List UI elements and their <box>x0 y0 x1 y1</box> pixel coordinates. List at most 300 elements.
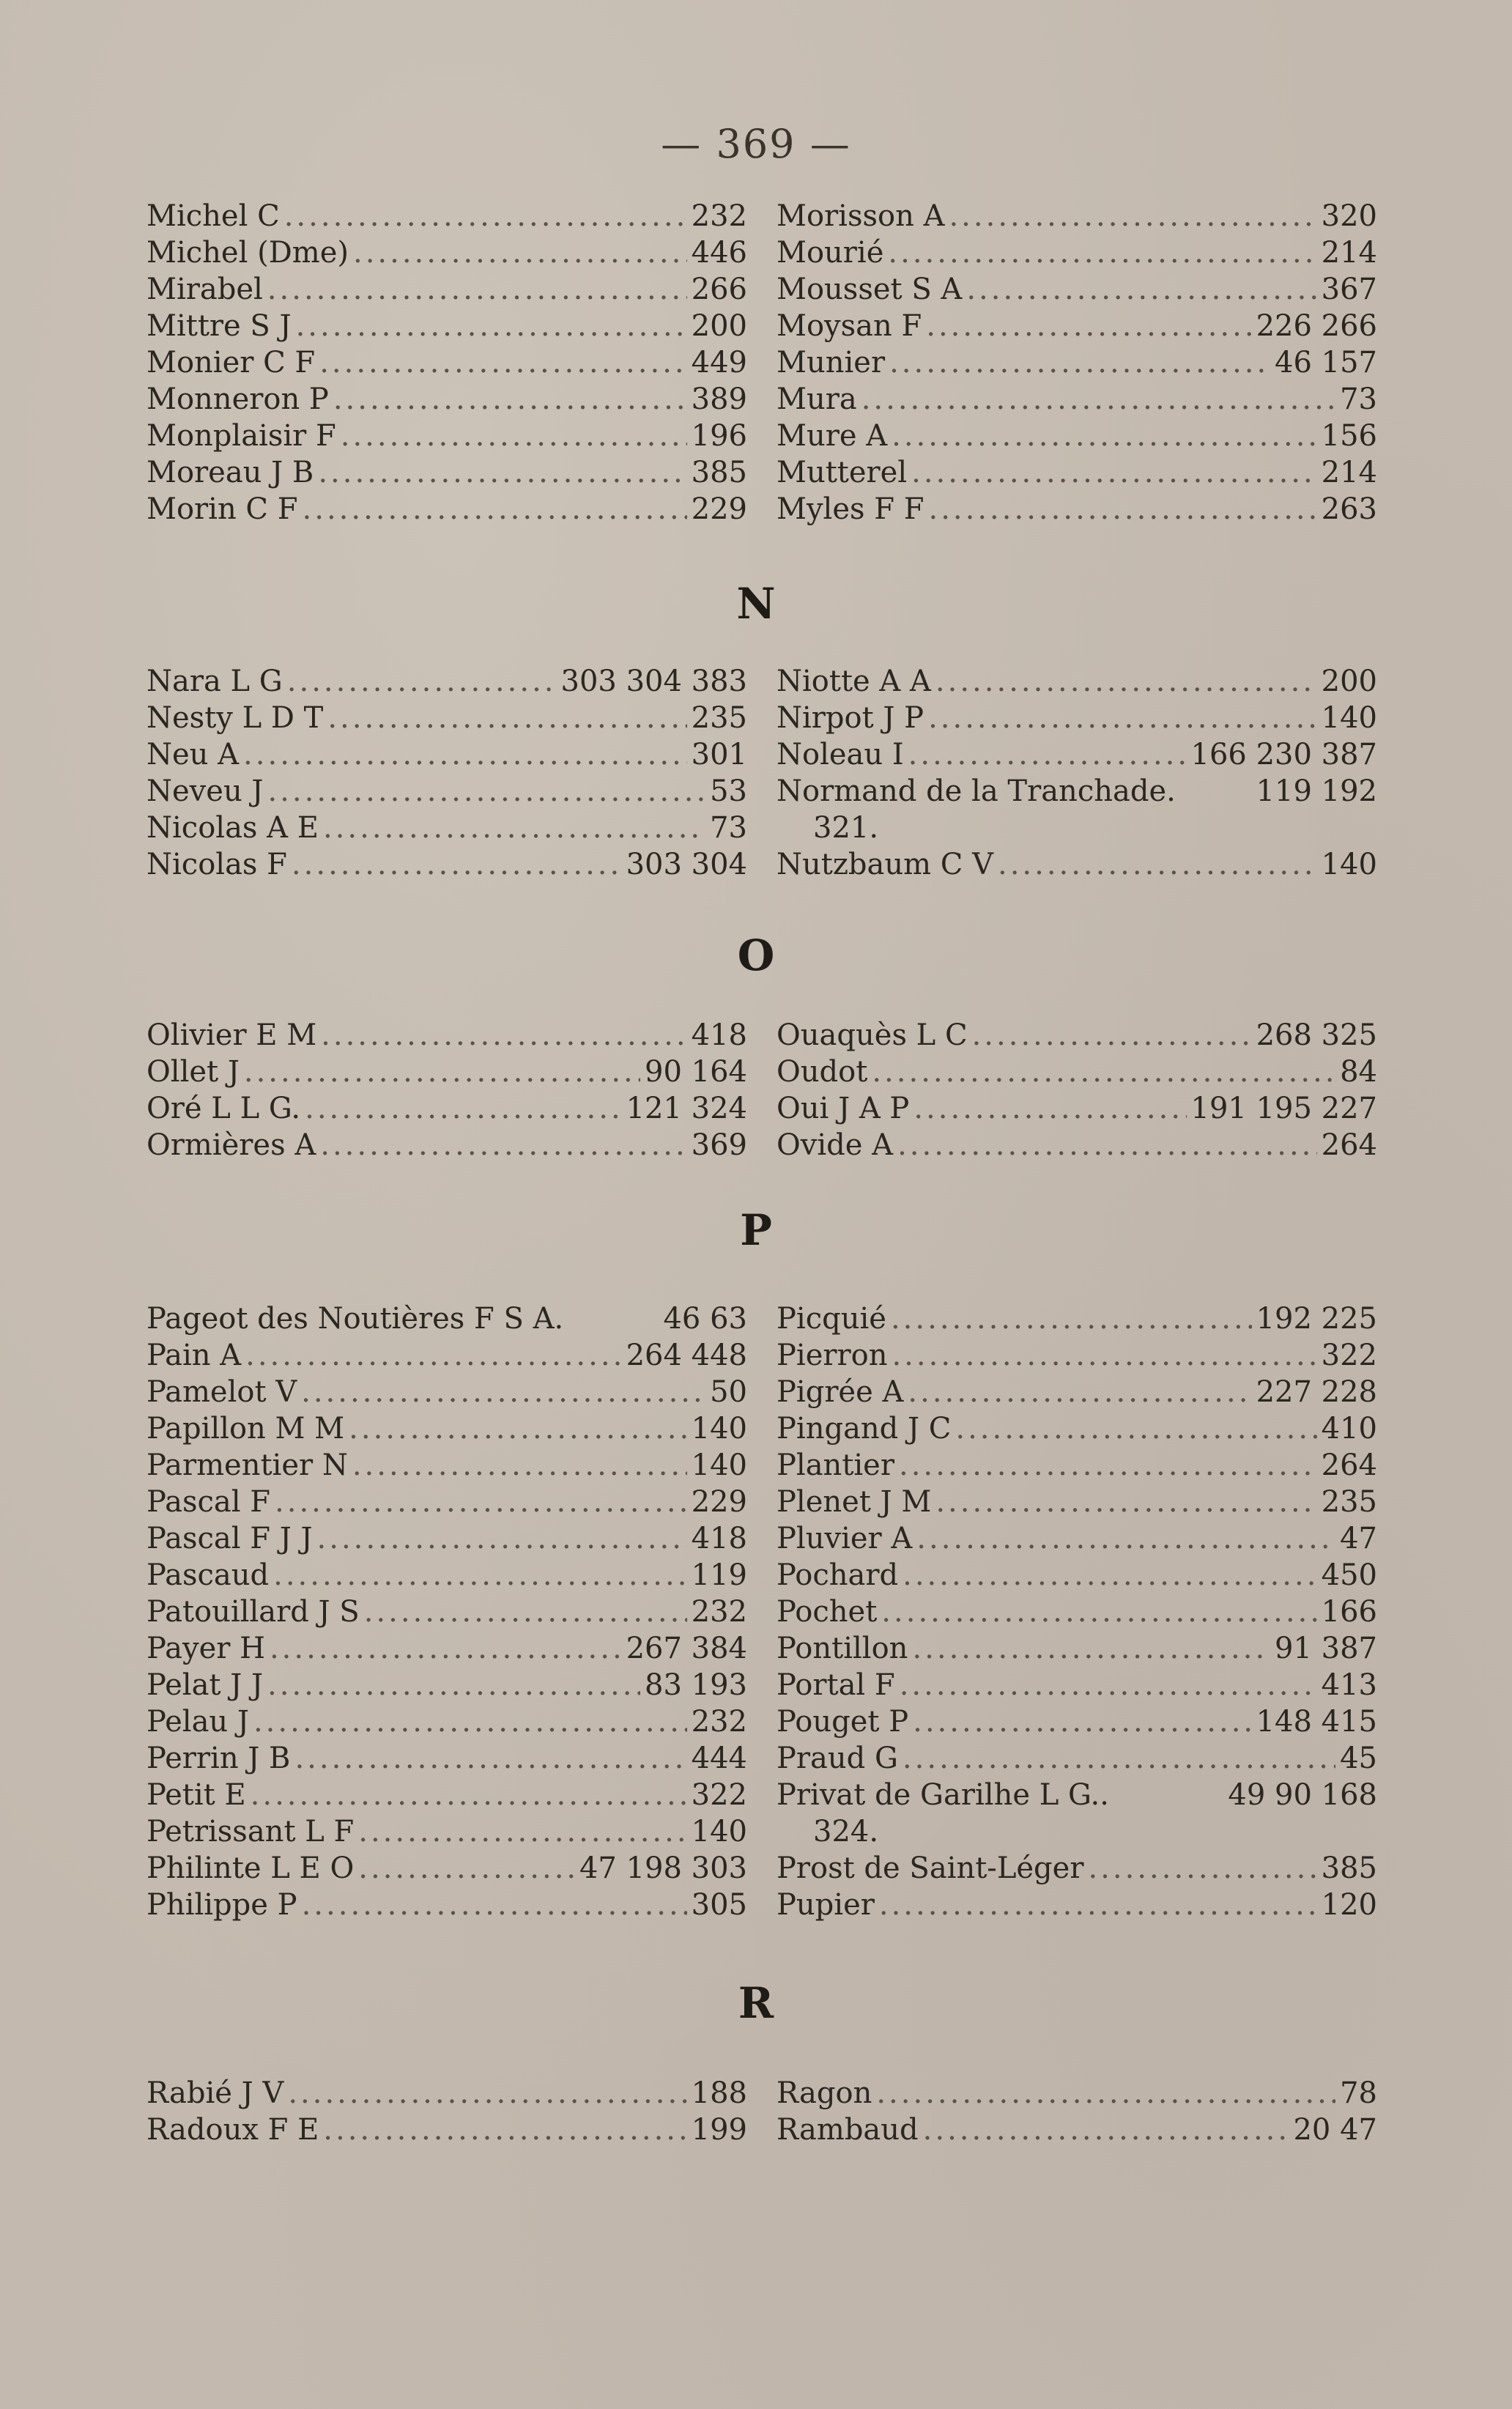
entry-name: Munier <box>777 346 886 380</box>
leader-dots <box>317 1520 687 1557</box>
entry-pages: 449 <box>691 346 747 380</box>
leader-dots <box>287 663 557 700</box>
entry-pages: 264 <box>1321 1128 1377 1162</box>
entry-pages: 45 <box>1340 1742 1377 1775</box>
leader-dots <box>911 454 1317 491</box>
leader-dots <box>903 1557 1317 1594</box>
entry-pages: 444 <box>691 1742 747 1775</box>
leader-dots <box>349 1410 687 1447</box>
entry-name: Neveu J <box>147 774 264 808</box>
index-entry <box>147 418 747 454</box>
entry-pages: 229 <box>691 1485 747 1519</box>
leader-dots <box>267 1667 640 1703</box>
leader-dots <box>318 454 686 491</box>
index-entry <box>777 1630 1377 1667</box>
entry-pages: 47 <box>1340 1522 1377 1555</box>
leader-dots <box>267 773 705 810</box>
leader-dots <box>908 1374 1251 1410</box>
index-entry <box>147 1520 747 1557</box>
leader-dots <box>876 2075 1335 2112</box>
index-entry <box>777 1090 1377 1127</box>
section-p <box>147 1300 1377 1923</box>
entry-name: Mourié <box>777 236 884 270</box>
leader-dots <box>273 1557 687 1594</box>
entry-pages: 446 <box>691 236 747 270</box>
section-n <box>147 663 1377 883</box>
index-entry <box>777 2112 1377 2148</box>
index-entry <box>147 1090 747 1127</box>
index-entry <box>147 1374 747 1410</box>
leader-dots <box>323 2112 686 2148</box>
index-entry <box>147 1447 747 1484</box>
leader-dots <box>908 736 1187 773</box>
index-entry <box>777 1447 1377 1484</box>
column-right <box>777 198 1377 528</box>
index-entry <box>777 1127 1377 1163</box>
leader-dots <box>270 1630 622 1667</box>
entry-pages: 50 <box>710 1375 747 1409</box>
entry-name: Pochard <box>777 1558 899 1592</box>
index-entry <box>777 198 1377 234</box>
entry-pages: 227 228 <box>1256 1375 1377 1409</box>
index-entry <box>777 1054 1377 1090</box>
column-left <box>147 1017 747 1163</box>
entry-pages: 140 <box>1321 701 1377 735</box>
entry-name: Pelau J <box>147 1705 249 1739</box>
leader-dots <box>892 1337 1316 1374</box>
index-entry <box>777 663 1377 700</box>
entry-name: Pochet <box>777 1595 878 1629</box>
entry-pages: 140 <box>1321 848 1377 881</box>
index-entry <box>777 1594 1377 1630</box>
entry-name: Rambaud <box>777 2113 919 2147</box>
entry-pages: 267 384 <box>626 1632 747 1665</box>
leader-dots <box>341 418 687 454</box>
entry-name: Mirabel <box>147 273 263 306</box>
index-entry <box>147 663 747 700</box>
entry-name: Mittre S J <box>147 309 292 343</box>
index-entry <box>147 2075 747 2112</box>
section-letter-r: R <box>738 1978 774 2028</box>
index-entry <box>777 491 1377 528</box>
entry-pages: 320 <box>1321 199 1377 233</box>
index-entry <box>147 491 747 528</box>
index-entry <box>147 271 747 308</box>
entry-name: Mousset S A <box>777 273 963 306</box>
index-entry <box>777 1337 1377 1374</box>
entry-pages: 369 <box>691 1128 747 1162</box>
leader-dots <box>352 1447 687 1484</box>
index-entry <box>147 1813 747 1850</box>
column-left <box>147 1300 747 1923</box>
index-entry <box>147 1127 747 1163</box>
entry-name: Mutterel <box>777 456 908 489</box>
entry-pages: 214 <box>1321 236 1377 270</box>
entry-pages: 268 325 <box>1256 1018 1377 1052</box>
entry-pages: 47 198 303 <box>579 1851 747 1885</box>
leader-dots <box>288 2075 686 2112</box>
entry-name: Pain A <box>147 1339 242 1372</box>
leader-dots <box>926 308 1251 344</box>
leader-dots <box>914 1090 1186 1127</box>
index-entry <box>147 1017 747 1054</box>
index-entry <box>777 736 1377 773</box>
leader-dots <box>253 1703 687 1740</box>
entry-name: Oudot <box>777 1055 868 1089</box>
leader-dots <box>267 271 687 308</box>
index-entry <box>147 1557 747 1594</box>
entry-pages: 140 <box>691 1448 747 1482</box>
index-entry <box>147 700 747 736</box>
entry-name: Normand de la Tranchade. <box>777 774 1176 808</box>
leader-dots <box>935 663 1317 700</box>
leader-dots <box>998 846 1317 883</box>
index-entry <box>777 1017 1377 1054</box>
entry-pages: 49 90 168 <box>1228 1778 1377 1812</box>
entry-name: Niotte A A <box>777 665 931 698</box>
leader-dots <box>327 700 686 736</box>
entry-pages: 266 <box>691 273 747 306</box>
entry-name: Pascal F J J <box>147 1522 313 1555</box>
index-entry <box>777 1667 1377 1703</box>
entry-name: Patouillard J S <box>147 1595 360 1629</box>
entry-pages: 232 <box>691 199 747 233</box>
entry-pages: 78 <box>1340 2076 1377 2110</box>
entry-pages: 389 <box>691 382 747 416</box>
leader-dots <box>275 1484 687 1520</box>
entry-name: Plantier <box>777 1448 894 1482</box>
entry-name: Pelat J J <box>147 1668 264 1702</box>
entry-pages: 46 157 <box>1275 346 1377 380</box>
entry-name: Pupier <box>777 1888 875 1922</box>
index-entry <box>147 1410 747 1447</box>
leader-dots <box>935 1484 1316 1520</box>
leader-dots <box>861 381 1335 418</box>
entry-pages: 200 <box>1321 665 1377 698</box>
entry-name: Radoux F E <box>147 2113 319 2147</box>
index-entry <box>147 1887 747 1923</box>
entry-name: Praud G <box>777 1742 898 1775</box>
entry-name: Oui J A P <box>777 1092 910 1125</box>
leader-dots <box>251 1777 687 1813</box>
entry-pages: 90 164 <box>645 1055 747 1089</box>
entry-name: Monplaisir F <box>147 419 336 453</box>
column-left <box>147 663 747 883</box>
index-entry <box>147 1667 747 1703</box>
index-entry <box>147 810 747 846</box>
entry-pages: 200 <box>691 309 747 343</box>
leader-dots <box>294 1740 686 1777</box>
entry-pages: 235 <box>691 701 747 735</box>
entry-pages: 119 192 <box>1256 774 1377 808</box>
column-left <box>147 198 747 528</box>
index-entry <box>777 1374 1377 1410</box>
entry-name: Nutzbaum C V <box>777 848 993 881</box>
entry-name: Pascal F <box>147 1485 271 1519</box>
entry-pages: 20 47 <box>1293 2113 1377 2147</box>
entry-name: Picquié <box>777 1302 886 1336</box>
entry-pages: 166 <box>1321 1595 1377 1629</box>
leader-dots <box>949 198 1316 234</box>
entry-pages: 120 <box>1321 1888 1377 1922</box>
entry-name: Moysan F <box>777 309 922 343</box>
section-o <box>147 1017 1377 1163</box>
leader-dots <box>319 344 686 381</box>
index-entry <box>777 454 1377 491</box>
entry-name: Prost de Saint-Léger <box>777 1851 1084 1885</box>
entry-name: Pamelot V <box>147 1375 297 1409</box>
index-entry <box>777 1520 1377 1557</box>
leader-dots <box>881 1594 1316 1630</box>
index-entry <box>147 1337 747 1374</box>
entry-name: Michel (Dme) <box>147 236 349 270</box>
page-number: — 369 — <box>661 121 851 167</box>
entry-pages: 140 <box>691 1412 747 1446</box>
leader-dots <box>972 1017 1252 1054</box>
index-entry <box>147 1740 747 1777</box>
entry-pages: 450 <box>1321 1558 1377 1592</box>
leader-dots <box>243 736 687 773</box>
entry-pages: 121 324 <box>626 1092 747 1125</box>
leader-dots <box>928 491 1316 528</box>
index-entry <box>147 381 747 418</box>
entry-pages: 166 230 387 <box>1190 738 1377 771</box>
entry-name: Mura <box>777 382 857 416</box>
index-entry <box>147 198 747 234</box>
entry-name: Pouget P <box>777 1705 909 1739</box>
entry-pages: 226 266 <box>1256 309 1377 343</box>
index-entry <box>147 773 747 810</box>
entry-name: Philippe P <box>147 1888 297 1922</box>
section-letter-o: O <box>737 930 775 980</box>
entry-name: Ragon <box>777 2076 872 2110</box>
entry-pages: 156 <box>1321 419 1377 453</box>
index-entry <box>777 271 1377 308</box>
leader-dots <box>296 308 687 344</box>
index-entry <box>777 846 1377 883</box>
entry-name: Pontillon <box>777 1632 908 1665</box>
index-entry <box>777 1410 1377 1447</box>
leader-dots <box>966 271 1316 308</box>
entry-name: Pageot des Noutières F S A. <box>147 1302 564 1336</box>
index-entry <box>147 1594 747 1630</box>
index-entry <box>777 2075 1377 2112</box>
entry-pages: 305 <box>691 1888 747 1922</box>
entry-name: Monier C F <box>147 346 316 380</box>
leader-dots <box>899 1447 1317 1484</box>
leader-dots <box>928 700 1317 736</box>
entry-pages: 232 <box>691 1705 747 1739</box>
section-m <box>147 198 1377 528</box>
leader-dots <box>301 1374 705 1410</box>
entry-name: Ovide A <box>777 1128 894 1162</box>
entry-pages: 385 <box>1321 1851 1377 1885</box>
entry-name: 321. <box>813 811 879 845</box>
entry-name: Noleau I <box>777 738 904 771</box>
entry-name: Moreau J B <box>147 456 314 489</box>
entry-name: Ouaquès L C <box>777 1018 968 1052</box>
leader-dots <box>284 198 687 234</box>
entry-name: Oré L L G. <box>147 1092 301 1125</box>
leader-dots <box>244 1054 640 1090</box>
leader-dots <box>364 1594 687 1630</box>
entry-name: Petrissant L F <box>147 1815 355 1849</box>
index-entry <box>147 1850 747 1887</box>
leader-dots <box>903 1740 1335 1777</box>
index-entry <box>147 308 747 344</box>
entry-pages: 263 <box>1321 492 1377 526</box>
entry-pages: 191 195 227 <box>1190 1092 1377 1125</box>
entry-name: Morisson A <box>777 199 945 233</box>
entry-pages: 303 304 383 <box>560 665 747 698</box>
entry-name: Philinte L E O <box>147 1851 355 1885</box>
leader-dots <box>320 1127 686 1163</box>
leader-dots <box>912 1630 1270 1667</box>
leader-dots <box>358 1813 686 1850</box>
index-entry <box>777 1484 1377 1520</box>
leader-dots <box>892 418 1317 454</box>
entry-pages: 84 <box>1340 1055 1377 1089</box>
section-r <box>147 2075 1377 2148</box>
entry-name: Ollet J <box>147 1055 240 1089</box>
index-entry <box>147 344 747 381</box>
entry-pages: 199 <box>691 2113 747 2147</box>
index-entry <box>777 1850 1377 1887</box>
index-entry <box>147 1300 747 1337</box>
entry-name: Pascaud <box>147 1558 270 1592</box>
entry-name: Morin C F <box>147 492 298 526</box>
leader-dots <box>916 1520 1335 1557</box>
entry-name: Pluvier A <box>777 1522 913 1555</box>
entry-pages: 192 225 <box>1256 1302 1377 1336</box>
leader-dots <box>955 1410 1316 1447</box>
entry-pages: 188 <box>691 2076 747 2110</box>
leader-dots <box>897 1127 1317 1163</box>
index-entry <box>777 1777 1377 1813</box>
entry-pages: 229 <box>691 492 747 526</box>
entry-name: Papillon M M <box>147 1412 345 1446</box>
entry-pages: 235 <box>1321 1485 1377 1519</box>
entry-name: Nicolas A E <box>147 811 319 845</box>
leader-dots <box>900 1667 1317 1703</box>
leader-dots <box>333 381 687 418</box>
index-entry <box>777 308 1377 344</box>
index-entry <box>147 1703 747 1740</box>
index-entry <box>147 234 747 271</box>
index-entry <box>777 1887 1377 1923</box>
column-right <box>777 1300 1377 1923</box>
entry-pages: 264 <box>1321 1448 1377 1482</box>
entry-name: Payer H <box>147 1632 265 1665</box>
entry-name: Parmentier N <box>147 1448 348 1482</box>
entry-pages: 91 387 <box>1275 1632 1377 1665</box>
index-entry <box>147 1630 747 1667</box>
leader-dots <box>323 810 705 846</box>
entry-pages: 46 63 <box>663 1302 747 1336</box>
leader-dots <box>891 1300 1252 1337</box>
leader-dots <box>245 1337 621 1374</box>
index-entry <box>777 234 1377 271</box>
leader-dots <box>879 1887 1317 1923</box>
index-entry <box>147 846 747 883</box>
section-letter-p: P <box>740 1205 772 1255</box>
leader-dots <box>888 234 1316 271</box>
column-right <box>777 2075 1377 2148</box>
entry-pages: 413 <box>1321 1668 1377 1702</box>
entry-pages: 322 <box>1321 1339 1377 1372</box>
entry-pages: 140 <box>691 1815 747 1849</box>
index-entry <box>147 2112 747 2148</box>
entry-pages: 385 <box>691 456 747 489</box>
leader-dots <box>353 234 687 271</box>
entry-pages: 73 <box>710 811 747 845</box>
index-entry <box>147 1484 747 1520</box>
leader-dots <box>358 1850 575 1887</box>
entry-pages: 301 <box>691 738 747 771</box>
column-right <box>777 663 1377 883</box>
entry-name: Pigrée A <box>777 1375 904 1409</box>
leader-dots <box>1088 1850 1316 1887</box>
index-entry <box>777 1703 1377 1740</box>
leader-dots <box>321 1017 686 1054</box>
index-entry <box>777 1740 1377 1777</box>
leader-dots <box>292 846 622 883</box>
entry-name: 324. <box>813 1815 879 1849</box>
entry-name: Monneron P <box>147 382 329 416</box>
index-entry <box>777 418 1377 454</box>
entry-pages: 303 304 <box>626 848 747 881</box>
entry-name: Olivier E M <box>147 1018 317 1052</box>
leader-dots <box>923 2112 1289 2148</box>
entry-pages: 119 <box>691 1558 747 1592</box>
entry-pages: 73 <box>1340 382 1377 416</box>
index-entry <box>147 1054 747 1090</box>
index-entry <box>777 700 1377 736</box>
index-entry <box>777 1557 1377 1594</box>
entry-name: Neu A <box>147 738 240 771</box>
entry-name: Pierron <box>777 1339 888 1372</box>
entry-name: Perrin J B <box>147 1742 291 1775</box>
entry-name: Petit E <box>147 1778 246 1812</box>
entry-name: Rabié J V <box>147 2076 284 2110</box>
index-entry <box>777 1813 1377 1850</box>
entry-name: Nicolas F <box>147 848 287 881</box>
entry-pages: 214 <box>1321 456 1377 489</box>
section-letter-n: N <box>736 579 776 629</box>
entry-pages: 418 <box>691 1522 747 1555</box>
leader-dots <box>872 1054 1335 1090</box>
entry-name: Privat de Garilhe L G.. <box>777 1778 1109 1812</box>
index-entry <box>147 1777 747 1813</box>
entry-name: Myles F F <box>777 492 924 526</box>
entry-name: Plenet J M <box>777 1485 932 1519</box>
entry-pages: 148 415 <box>1256 1705 1377 1739</box>
leader-dots <box>889 344 1270 381</box>
column-left <box>147 2075 747 2148</box>
entry-pages: 53 <box>710 774 747 808</box>
entry-name: Pingand J C <box>777 1412 952 1446</box>
leader-dots <box>305 1090 621 1127</box>
entry-pages: 264 448 <box>626 1339 747 1372</box>
leader-dots <box>302 1887 687 1923</box>
leader-dots <box>913 1703 1251 1740</box>
leader-dots <box>303 491 687 528</box>
index-entry <box>777 810 1377 846</box>
entry-name: Nirpot J P <box>777 701 924 735</box>
index-entry <box>777 1300 1377 1337</box>
entry-pages: 322 <box>691 1778 747 1812</box>
index-entry <box>777 773 1377 810</box>
